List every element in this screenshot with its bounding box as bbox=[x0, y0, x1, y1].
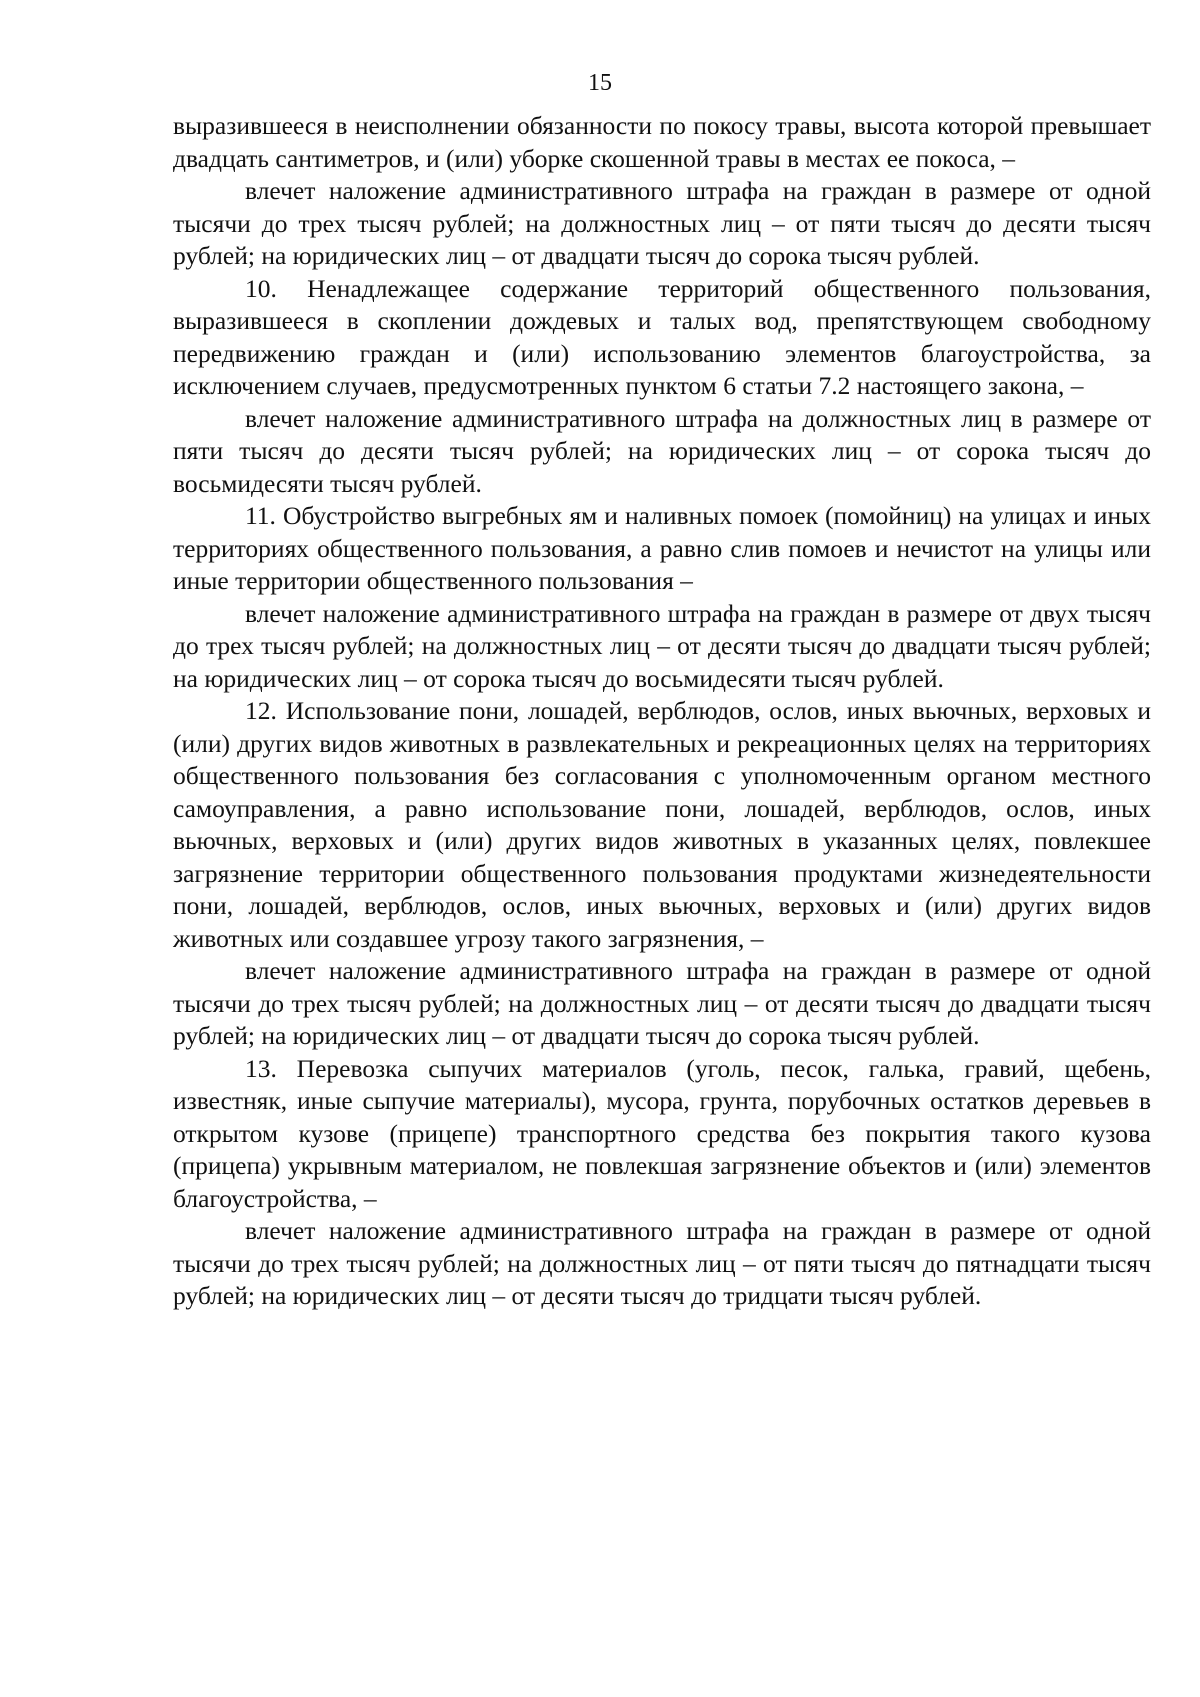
paragraph-item-12: 12. Использование пони, лошадей, верблюдов, ослов, иных вьючных, верховых и (или) других видов животных в развлекательных и рекреационных целях на территориях общественного пользования без согласования с уполномоченным органом местного самоуправления, а равно использование пони, лошадей, верблюдов, ослов, иных вьючных, верховых и (или) других видов животных в указанных целях, повлекшее загрязнение территории общественного пользования продуктами жизнедеятельности пони, лошадей, верблюдов, ослов, иных вьючных, верховых и (или) других видов животных или создавшее угрозу такого загрязнения, – bbox=[173, 696, 1151, 953]
paragraph-continuation: выразившееся в неисполнении обязанности по покосу травы, высота которой превышает двадцать сантиметров, и (или) уборке скошенной травы в местах ее покоса, – bbox=[173, 111, 1151, 173]
paragraph-item-10: 10. Ненадлежащее содержание территорий общественного пользования, выразившееся в скоплении дождевых и талых вод, препятствующем свободному передвижению граждан и (или) использованию элементов благоустройства, за исключением случаев, предусмотренных пунктом 6 статьи 7.2 настоящего закона, – bbox=[173, 273, 1151, 400]
paragraph-item-13: 13. Перевозка сыпучих материалов (уголь, песок, галька, гравий, щебень, известняк, иные сыпучие материалы), мусора, грунта, порубочных остатков деревьев в открытом кузове (прицепе) транспортного средства без покрытия такого кузова (прицепа) укрывным материалом, не повлекшая загрязнение объектов и (или) элементов благоустройства, – bbox=[173, 1053, 1151, 1213]
paragraph-penalty: влечет наложение административного штрафа на граждан в размере от одной тысячи до трех тысяч рублей; на должностных лиц – от пяти тысяч до десяти тысяч рублей; на юридических лиц – от двадцати тысяч до сорока тысяч рублей. bbox=[173, 176, 1151, 270]
paragraph-penalty: влечет наложение административного штрафа на должностных лиц в размере от пяти тысяч до десяти тысяч рублей; на юридических лиц – от сорока тысяч до восьмидесяти тысяч рублей. bbox=[173, 403, 1151, 498]
paragraph-penalty: влечет наложение административного штрафа на граждан в размере от одной тысячи до трех тысяч рублей; на должностных лиц – от пяти тысяч до пятнадцати тысяч рублей; на юридических лиц – от десяти тысяч до тридцати тысяч рублей. bbox=[173, 1216, 1151, 1310]
paragraph-penalty: влечет наложение административного штрафа на граждан в размере от одной тысячи до трех тысяч рублей; на должностных лиц – от десяти тысяч до двадцати тысяч рублей; на юридических лиц – от двадцати тысяч до сорока тысяч рублей. bbox=[173, 956, 1151, 1050]
paragraph-penalty: влечет наложение административного штрафа на граждан в размере от двух тысяч до трех тысяч рублей; на должностных лиц – от десяти тысяч до двадцати тысяч рублей; на юридических лиц – от сорока тысяч до восьмидесяти тысяч рублей. bbox=[173, 598, 1151, 693]
page-number: 15 bbox=[588, 70, 612, 96]
document-body bbox=[173, 110, 1151, 1313]
paragraph-item-11: 11. Обустройство выгребных ям и наливных помоек (помойниц) на улицах и иных территориях общественного пользования, а равно слив помоев и нечистот на улицы или иные территории общественного пользования – bbox=[173, 501, 1151, 595]
